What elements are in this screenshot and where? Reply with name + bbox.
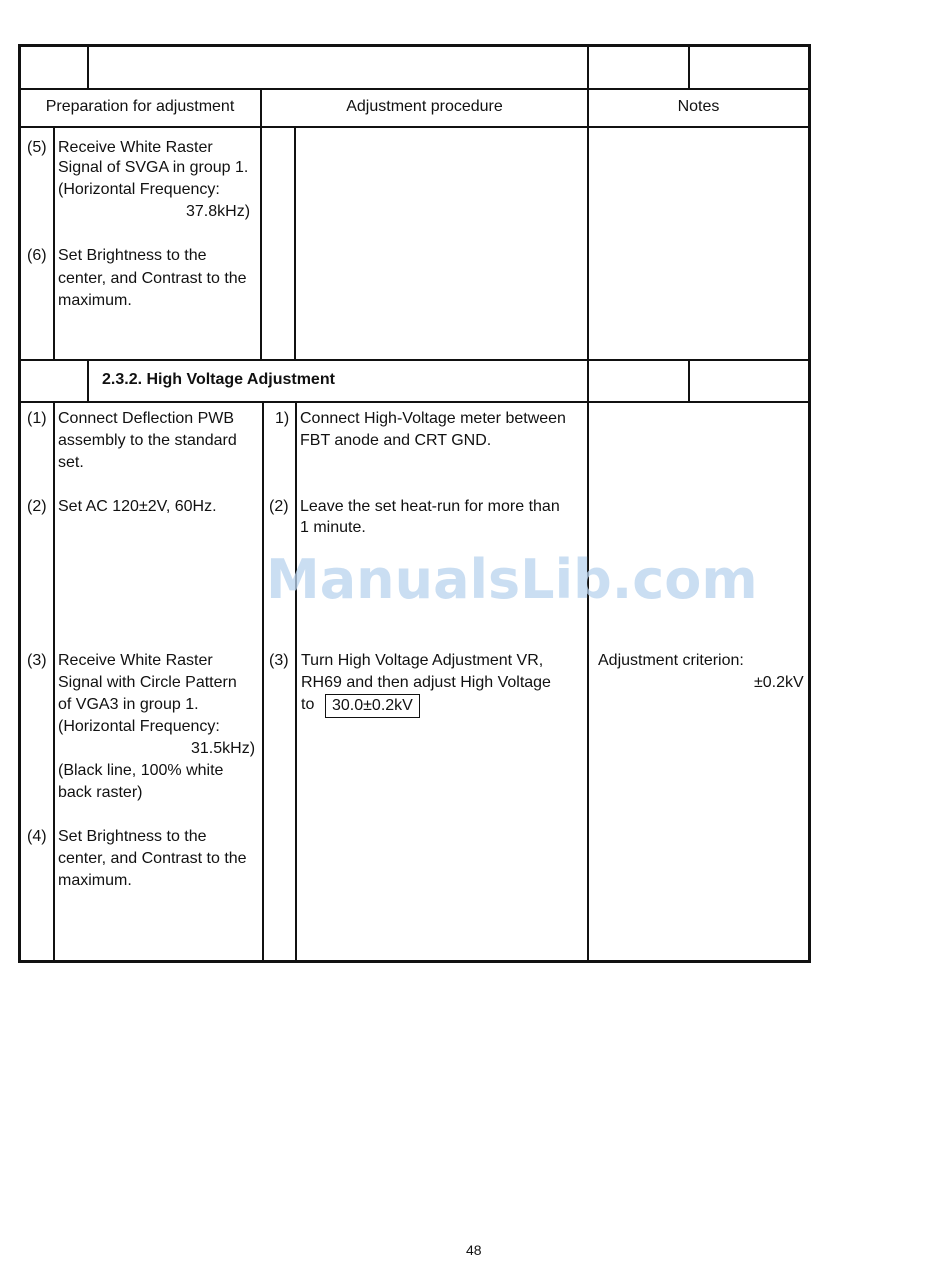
table-bottom-border: [18, 960, 811, 963]
step-text-line: Turn High Voltage Adjustment VR,: [301, 652, 544, 669]
page-number: 48: [466, 1242, 482, 1258]
item-number: (5): [27, 139, 47, 156]
step-number: 1): [275, 410, 290, 427]
title-row-divider: [87, 44, 89, 90]
item-text-line: of VGA3 in group 1.: [58, 696, 199, 713]
section-bottom-rule: [18, 401, 811, 403]
item-text-line: Connect Deflection PWB: [58, 410, 235, 427]
high-voltage-value-box: 30.0±0.2kV: [325, 694, 420, 718]
item-number: (2): [27, 498, 47, 515]
item-text-line: 37.8kHz): [186, 203, 251, 220]
item-text-line: (Horizontal Frequency:: [58, 181, 220, 198]
item-text-line: Signal with Circle Pattern: [58, 674, 237, 691]
item-text-line: maximum.: [58, 292, 132, 309]
title-row-divider: [587, 44, 589, 90]
table-right-border: [808, 44, 811, 963]
item-number: (6): [27, 247, 47, 264]
step-text-line: FBT anode and CRT GND.: [300, 432, 492, 449]
section-row-divider: [87, 359, 89, 403]
column-rule: [587, 126, 589, 361]
item-text-line: center, and Contrast to the: [58, 270, 247, 287]
item-number: (1): [27, 410, 47, 427]
item-text-line: Set AC 120±2V, 60Hz.: [58, 498, 217, 515]
table-left-border: [18, 44, 21, 963]
step-text-line: 1 minute.: [300, 519, 366, 536]
item-text-line: back raster): [58, 784, 143, 801]
step-number: (2): [269, 498, 289, 515]
notes-criterion-label: Adjustment criterion:: [598, 652, 744, 669]
item-text-line: Signal of SVGA in group 1.: [58, 159, 249, 176]
item-text-line: Receive White Raster: [58, 652, 213, 669]
number-column-rule: [294, 126, 296, 361]
section-title: 2.3.2. High Voltage Adjustment: [102, 371, 335, 388]
section-row-divider: [688, 359, 690, 403]
step-text-line: Leave the set heat-run for more than: [300, 498, 560, 515]
column-rule: [587, 401, 589, 962]
watermark: ManualsLib.com: [266, 548, 758, 611]
section-top-rule: [18, 359, 811, 361]
notes-criterion-value: ±0.2kV: [754, 674, 804, 691]
step-number: (3): [269, 652, 289, 669]
item-text-line: (Black line, 100% white: [58, 762, 224, 779]
item-number: (3): [27, 652, 47, 669]
item-text-line: center, and Contrast to the: [58, 850, 247, 867]
item-text-line: maximum.: [58, 872, 132, 889]
item-text-line: Receive White Raster: [58, 139, 213, 156]
item-text-line: Set Brightness to the: [58, 828, 207, 845]
item-text-line: 31.5kHz): [191, 740, 256, 757]
number-column-rule: [53, 126, 55, 361]
item-text-line: (Horizontal Frequency:: [58, 718, 220, 735]
table-top-border: [18, 44, 811, 47]
number-column-rule: [53, 401, 55, 962]
item-text-line: assembly to the standard: [58, 432, 237, 449]
item-text-line: set.: [58, 454, 84, 471]
item-number: (4): [27, 828, 47, 845]
number-column-rule: [295, 401, 297, 962]
header-notes: Notes: [677, 98, 720, 115]
header-bottom-rule: [18, 126, 811, 128]
header-procedure: Adjustment procedure: [346, 98, 503, 115]
header-preparation: Preparation for adjustment: [45, 98, 235, 115]
step-text-line: RH69 and then adjust High Voltage: [301, 674, 551, 691]
item-text-line: Set Brightness to the: [58, 247, 207, 264]
step-text-line: to: [301, 696, 315, 713]
section-row-divider: [587, 359, 589, 403]
column-rule: [262, 401, 264, 962]
step-text-line: Connect High-Voltage meter between: [300, 410, 566, 427]
column-rule: [260, 126, 262, 361]
header-top-rule: [18, 88, 811, 90]
title-row-divider: [688, 44, 690, 90]
